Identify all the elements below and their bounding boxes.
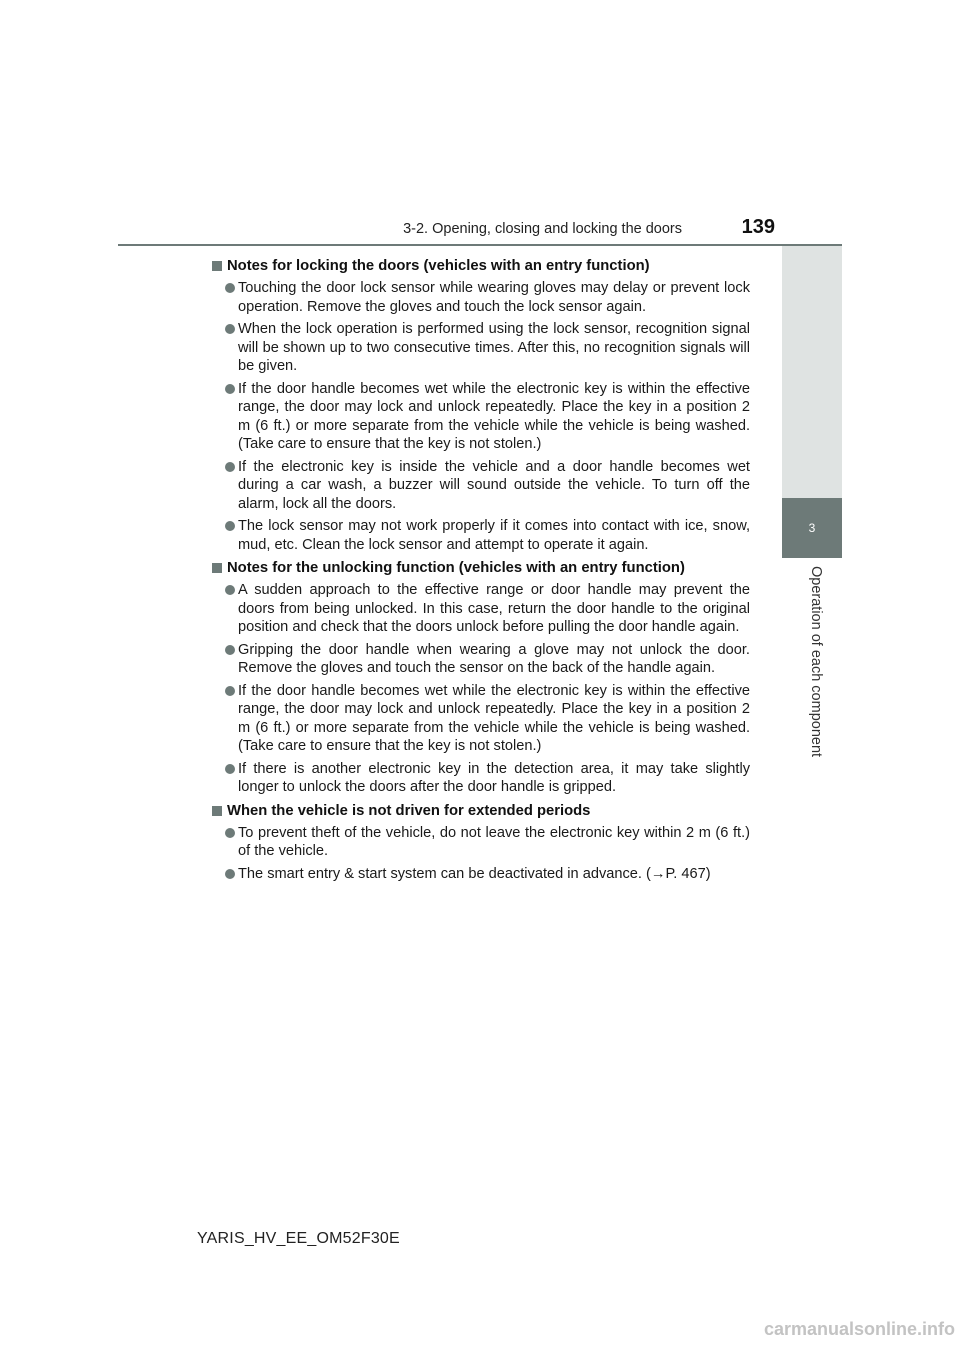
header-divider [118,244,842,246]
side-tab-background [782,246,842,498]
document-code: YARIS_HV_EE_OM52F30E [197,1230,400,1247]
square-bullet-icon [212,563,222,573]
circle-bullet-icon [225,462,235,472]
circle-bullet-icon [225,869,235,879]
list-item: If the electronic key is inside the vehicle and a door handle becomes wet during a car wash, a buzzer will sound outside the vehicle. To turn off the alarm, lock all the doors. [210,458,750,514]
list-item: To prevent theft of the vehicle, do not leave the electronic key within 2 m (6 ft.) of the vehicle. [210,824,750,861]
section-locking-notes [210,256,750,554]
circle-bullet-icon [225,384,235,394]
square-bullet-icon [212,261,222,271]
watermark: carmanualsonline.info [763,1319,955,1339]
list-item: Touching the door lock sensor while wearing gloves may delay or prevent lock operation. Remove the gloves and touch the lock sensor again. [210,279,750,316]
chapter-title: Operation of each component [808,566,824,758]
list-item: The smart entry & start system can be deactivated in advance. (→P. 467) [210,865,750,884]
section-unlocking-notes [210,558,750,797]
list-item: If the door handle becomes wet while the electronic key is within the effective range, the door may lock and unlock repeatedly. Place the key in a position 2 m (6 ft.) or more separate from the vehicle while the vehicle is being washed. (Take care to ensure that the key is not stolen.) [210,380,750,454]
section-heading [210,801,750,821]
page-number: 139 [741,216,775,238]
list-item: If the door handle becomes wet while the electronic key is within the effective range, the door may lock and unlock repeatedly. Place the key in a position 2 m (6 ft.) or more separate from the vehicle while the vehicle is being washed. (Take care to ensure that the key is not stolen.) [210,682,750,756]
section-title: 3-2. Opening, closing and locking the doors [403,221,682,237]
circle-bullet-icon [225,764,235,774]
circle-bullet-icon [225,828,235,838]
section-heading-text: When the vehicle is not driven for extended periods [227,802,591,819]
list-item: When the lock operation is performed using the lock sensor, recognition signal will be shown up to two consecutive times. After this, no recognition signals will be given. [210,320,750,376]
circle-bullet-icon [225,283,235,293]
list-item: A sudden approach to the effective range or door handle may prevent the doors from being unlocked. In this case, return the door handle to the original position and check that the doors unlock before pulling the door handle again. [210,581,750,637]
section-heading-text: Notes for locking the doors (vehicles with an entry function) [227,258,650,274]
list-item: The lock sensor may not work properly if it comes into contact with ice, snow, mud, etc. Clean the lock sensor and attempt to operate it again. [210,517,750,554]
section-heading-text: Notes for the unlocking function (vehicles with an entry function) [227,560,685,576]
circle-bullet-icon [225,324,235,334]
section-heading [210,558,750,578]
page-content [210,256,750,887]
circle-bullet-icon [225,521,235,531]
chapter-tab [782,498,842,558]
section-extended-periods [210,801,750,884]
circle-bullet-icon [225,686,235,696]
chapter-number: 3 [808,521,816,535]
section-heading [210,256,750,276]
list-item: If there is another electronic key in the detection area, it may take slightly longer to unlock the doors after the door handle is gripped. [210,760,750,797]
circle-bullet-icon [225,585,235,595]
square-bullet-icon [212,806,222,816]
list-item: Gripping the door handle when wearing a glove may not unlock the door. Remove the gloves and touch the sensor on the back of the handle again. [210,641,750,678]
circle-bullet-icon [225,645,235,655]
